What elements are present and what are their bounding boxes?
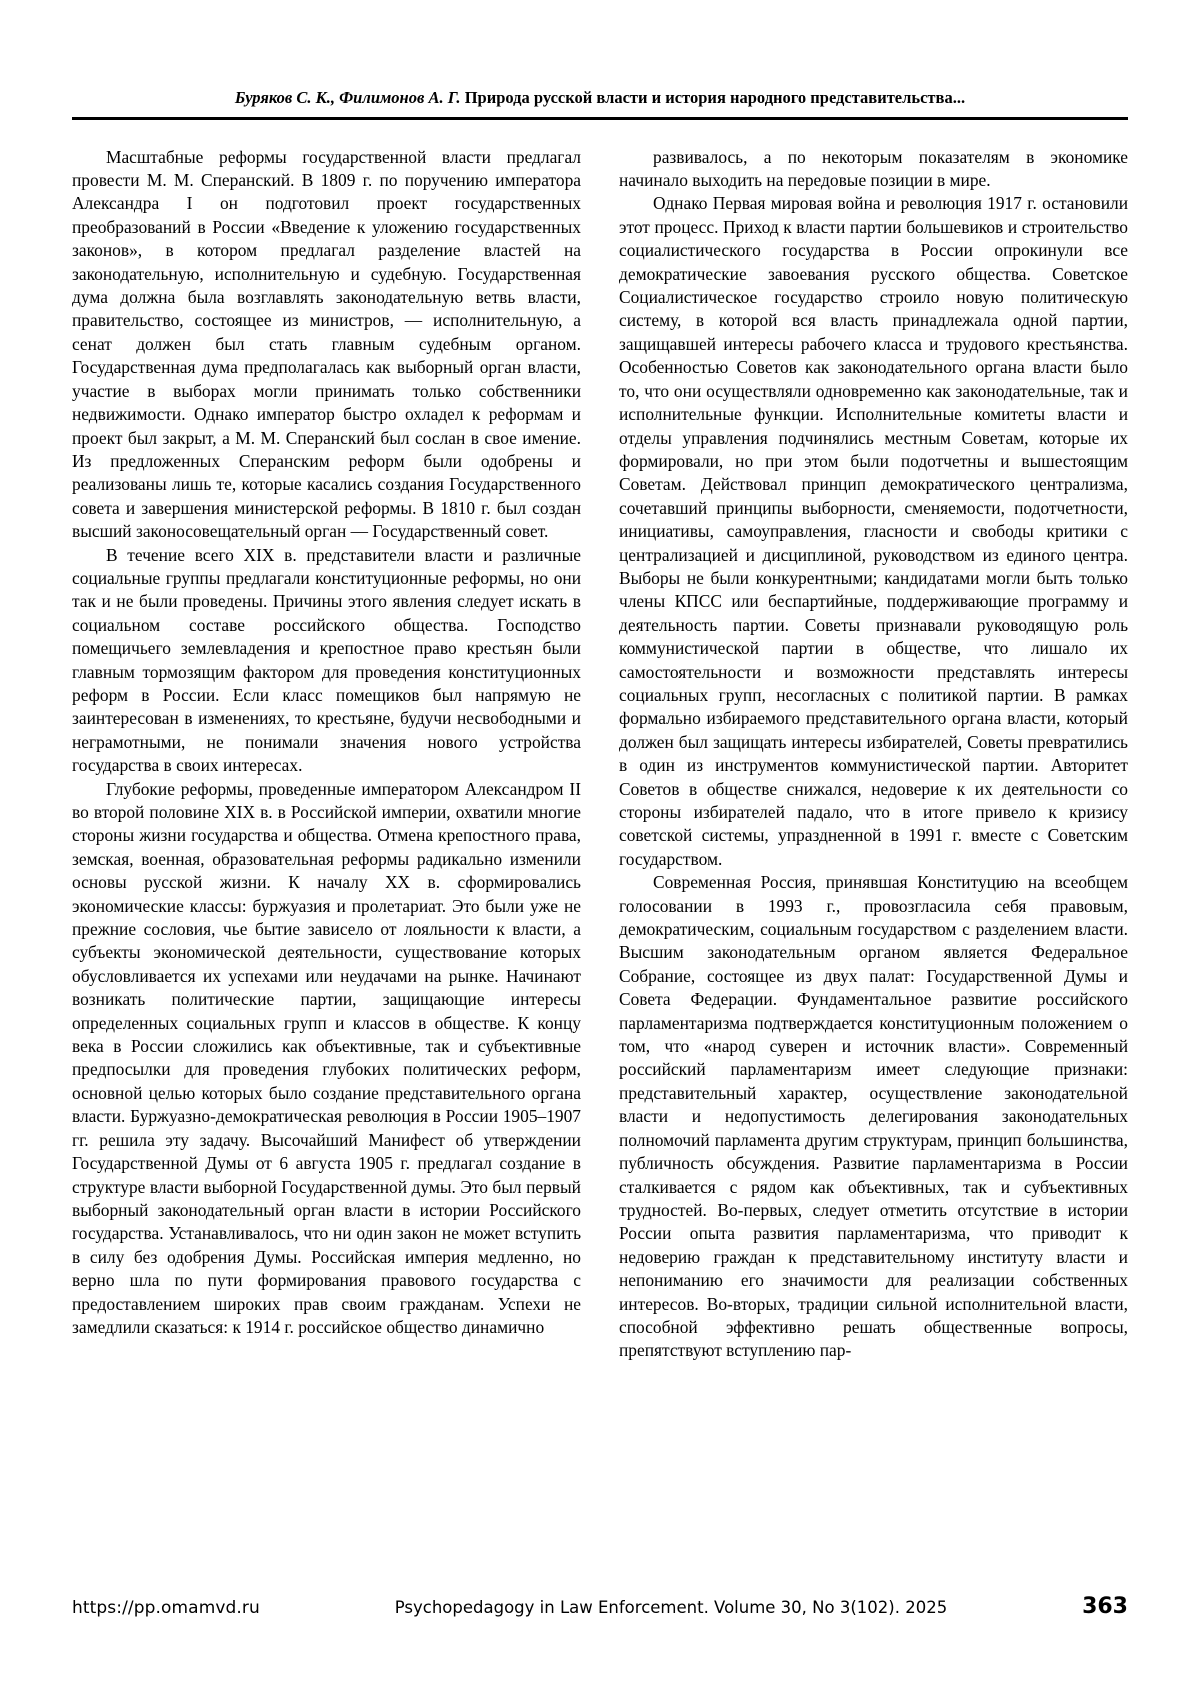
running-head [72,88,1128,117]
paragraph: развивалось, а по некоторым показателям в экономике начинало выходить на передовые позиции в мире. [619,146,1128,191]
paragraph: Масштабные реформы государственной власти предлагал провести М. М. Сперанский. В 1809 г. по поручению императора Александра I он подготовил проект государственных преобразований в России «Введение к уложению государственных законов», в котором предлагал разделение властей на законодательную, исполнительную и судебную. Государственная дума должна была возглавлять законодательную ветвь власти, правительство, состоящее из министров, — исполнительную, а сенат должен был стать главным судебным органом. Государственная дума предполагалась как выборный орган власти, участие в выборах могли принимать только собственники недвижимости. Однако император быстро охладел к реформам и проект был закрыт, а М. М. Сперанский был сослан в свое имение. Из предложенных Сперанским реформ были одобрены и реализованы лишь те, которые касались создания Государственного совета и завершения министерской реформы. В 1810 г. был создан высший законосовещательный орган — Государственный совет. [72,146,581,542]
running-head-authors: Буряков С. К., Филимонов А. Г. [234,88,461,107]
paragraph: В течение всего XIX в. представители власти и различные социальные группы предлагали конституционные реформы, но они так и не были проведены. Причины этого явления следует искать в социальном составе российского общества. Господство помещичьего землевладения и крепостное право крестьян были главным тормозящим фактором для проведения конституционных реформ в России. Если класс помещиков был напрямую не заинтересован в изменениях, то крестьяне, будучи несвободными и неграмотными, не понимали значения нового устройства государства в своих интересах. [72,544,581,776]
column-right [619,146,1128,1363]
paragraph: Глубокие реформы, проведенные императором Александром II во второй половине XIX в. в Российской империи, охватили многие стороны жизни государства и общества. Отмена крепостного права, земская, военная, образовательная реформы радикально изменили основы русской жизни. К началу XX в. сформировались экономические классы: буржуазия и пролетариат. Это были уже не прежние сословия, чье бытие зависело от лояльности к власти, а субъекты экономической деятельности, существование которых обусловливается их успехами или неудачами на рынке. Начинают возникать политические партии, защищающие интересы определенных социальных групп и классов в обществе. К концу века в России сложились как объективные, так и субъективные предпосылки для проведения глубоких политических реформ, основной целью которых было создание представительного органа власти. Буржуазно-демократическая революция в России 1905–1907 гг. решила эту задачу. Высочайший Манифест об утверждении Государственной Думы от 6 августа 1905 г. предлагал создание в структуре власти выборной Государственной думы. Это был первый выборный законодательный орган власти в истории Российского государства. Устанавливалось, что ни один закон не может вступить в силу без одобрения Думы. Российская империя медленно, но верно шла по пути формирования правового государства с предоставлением широких прав своим гражданам. Успехи не замедлили сказаться: к 1914 г. российское общество динамично [72,778,581,1337]
column-left [72,146,581,1340]
journal-url[interactable]: https://pp.omamvd.ru [72,1598,260,1618]
header-rule [72,117,1128,120]
page-footer [72,1594,1128,1619]
paragraph: Однако Первая мировая война и революция 1917 г. остановили этот процесс. Приход к власти партии большевиков и строительство социалистического государства в России опрокинули все демократические завоевания русского общества. Советское Социалистическое государство строило новую политическую систему, в которой вся власть принадлежала одной партии, защищавшей интересы рабочего класса и трудового крестьянства. Особенностью Советов как законодательного органа власти было то, что они осуществляли одновременно как законодательные, так и исполнительные функции. Исполнительные комитеты власти и отделы управления подчинялись местным Советам, которые их формировали, но при этом были подотчетны и вышестоящим Советам. Действовал принцип демократического централизма, сочетавший принципы выборности, сменяемости, подотчетности, инициативы, самоуправления, гласности и свободы критики с централизацией и дисциплиной, руководством из единого центра. Выборы не были конкурентными; кандидатами могли быть только члены КПСС или беспартийные, поддерживающие программу и деятельность партии. Советы признавали руководящую роль коммунистической партии в обществе, что лишало их самостоятельности и возможности представлять интересы социальных групп, несогласных с политикой партии. В рамках формально избираемого представительного органа власти, который должен был защищать интересы избирателей, Советы превратились в один из инструментов коммунистической партии. Авторитет Советов в обществе снижался, недоверие к их деятельности со стороны избирателей падало, что в итоге привело к кризису советской системы, упраздненной в 1991 г. вместе с Советским государством. [619,193,1128,869]
paragraph: Современная Россия, принявшая Конституцию на всеобщем голосовании в 1993 г., провозгласила себя правовым, демократическим, социальным государством с разделением власти. Высшим законодательным органом является Федеральное Собрание, состоящее из двух палат: Государственной Думы и Совета Федерации. Фундаментальное развитие российского парламентаризма подтверждается конституционным положением о том, что «народ суверен и источник власти». Современный российский парламентаризм имеет следующие признаки: представительный характер, осуществление законодательной власти и недопустимость делегирования законодательных полномочий парламента другим структурам, принцип большинства, публичность обсуждения. Развитие парламентаризма в России сталкивается с рядом как объективных, так и субъективных трудностей. Во-первых, следует отметить отсутствие в истории России опыта развития парламентаризма, что приводит к недоверию граждан к представительному институту власти и непониманию его значимости для реализации собственных интересов. Во-вторых, традиции сильной исполнительной власти, способной эффективно решать общественные вопросы, препятствуют вступлению пар- [619,872,1128,1361]
running-head-title: Природа русской власти и история народного представительства... [464,88,966,107]
journal-issue-info: Psychopedagogy in Law Enforcement. Volume 30, No 3(102). 2025 [394,1598,948,1617]
page-number: 363 [1082,1594,1128,1619]
body-columns [72,146,1128,1363]
